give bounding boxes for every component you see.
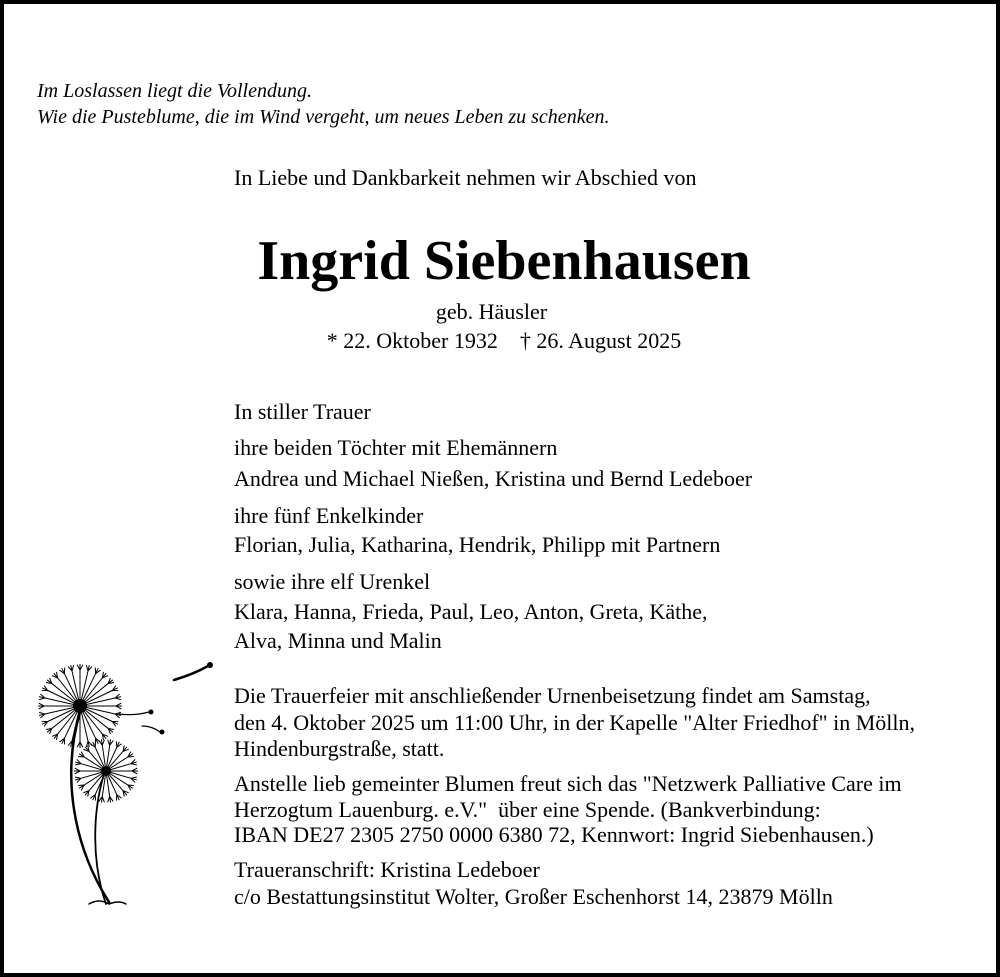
donation-line: IBAN DE27 2305 2750 0000 6380 72, Kennwort: Ingrid Siebenhausen.) [234, 822, 874, 847]
mourner-group-label: ihre beiden Töchter mit Ehemännern [234, 435, 558, 460]
motto-line: Im Loslassen liegt die Vollendung. [37, 80, 312, 102]
dandelion-seed-tuft [75, 777, 81, 778]
mourner-names: Florian, Julia, Katharina, Hendrik, Philipp mit Partnern [234, 532, 721, 557]
mourner-names: Alva, Minna und Malin [234, 628, 442, 653]
mourner-names: Andrea und Michael Nießen, Kristina und Bernd Ledeboer [234, 466, 753, 491]
service-line: den 4. Oktober 2025 um 11:00 Uhr, in der Kapelle "Alter Friedhof" in Mölln, [234, 710, 916, 735]
donation-line: Herzogtum Lauenburg. e.V." über eine Spende. (Bankverbindung: [234, 797, 821, 822]
mourner-names: Klara, Hanna, Frieda, Paul, Leo, Anton, Greta, Käthe, [234, 599, 708, 624]
motto-line: Wie die Pusteblume, die im Wind vergeht, um neues Leben zu schenken. [37, 106, 610, 128]
mourners-heading: In stiller Trauer [234, 399, 371, 424]
dandelion-seed-tuft [102, 740, 104, 746]
dandelion-seed-tuft [72, 665, 74, 671]
dandelion-icon [34, 654, 224, 914]
mourner-group-label: ihre fünf Enkelkinder [234, 503, 424, 528]
dandelion-seed-tuft [39, 712, 45, 714]
life-dates: * 22. Oktober 1932 † 26. August 2025 [326, 328, 682, 353]
dandelion-seed-tuft [108, 797, 110, 803]
donation-line: Anstelle lieb gemeinter Blumen freut sich das "Netzwerk Palliative Care im [234, 771, 902, 796]
service-line: Die Trauerfeier mit anschließender Urnenbeisetzung findet am Samstag, [234, 683, 871, 708]
address-line: Traueranschrift: Kristina Ledeboer [234, 857, 540, 882]
deceased-name: Ingrid Siebenhausen [257, 230, 751, 292]
dandelion-seed-tuft [131, 764, 137, 765]
dandelion-seed-tuft [115, 698, 121, 700]
address-line: c/o Bestattungsinstitut Wolter, Großer Eschenhorst 14, 23879 Mölln [234, 884, 833, 909]
mourner-group-label: sowie ihre elf Urenkel [234, 569, 431, 594]
birth-name: geb. Häusler [435, 299, 548, 324]
service-line: Hindenburgstraße, statt. [234, 736, 445, 761]
intro-text: In Liebe und Dankbarkeit nehmen wir Abschied von [234, 165, 697, 190]
